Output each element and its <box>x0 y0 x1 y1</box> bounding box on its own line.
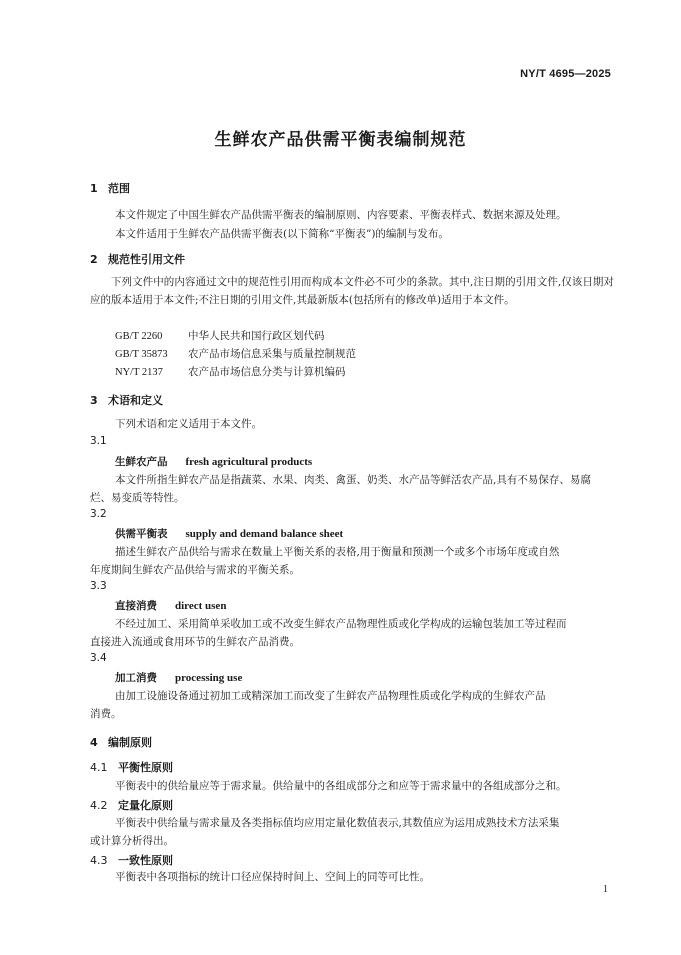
subclause-number: 4.2 <box>90 799 108 812</box>
term-english: supply and demand balance sheet <box>185 528 344 540</box>
document-title: 生鲜农产品供需平衡表编制规范 <box>214 130 467 150</box>
clause-number: 3.2 <box>90 508 107 520</box>
section-number: 2 <box>90 253 98 266</box>
reference-code: GB/T 35873 <box>115 349 168 360</box>
term-chinese: 生鲜农产品 <box>115 456 168 468</box>
term-chinese: 加工消费 <box>115 672 157 684</box>
term-english: processing use <box>175 672 243 684</box>
definition-line: 年度期间生鲜农产品供给与需求的平衡关系。 <box>90 564 300 576</box>
paragraph: 平衡表中供给量与需求量及各类指标值均应用定量化数值表示,其数值应为运用成熟技术方法采集 <box>115 817 560 829</box>
reference-name: 农产品市场信息分类与计算机编码 <box>188 366 346 378</box>
page-number: 1 <box>603 884 608 895</box>
term-chinese: 供需平衡表 <box>115 528 168 540</box>
paragraph: 本文件规定了中国生鲜农产品供需平衡表的编制原则、内容要素、平衡表样式、数据来源及处理。 <box>115 209 567 221</box>
term-entry <box>115 526 343 541</box>
section-title: 编制原则 <box>108 736 152 749</box>
term-english: direct usen <box>175 600 227 612</box>
definition-line: 消费。 <box>90 708 122 720</box>
definition-line: 描述生鲜农产品供给与需求在数量上平衡关系的表格,用于衡量和预测一个或多个市场年度或自然 <box>115 546 560 558</box>
section-1-heading <box>90 180 130 196</box>
term-entry <box>115 598 226 613</box>
subclause-number: 4.3 <box>90 854 108 867</box>
subclause-heading <box>90 759 173 775</box>
subclause-number: 4.1 <box>90 761 108 774</box>
paragraph: 本文件适用于生鲜农产品供需平衡表(以下简称“平衡表”)的编制与发布。 <box>115 228 449 240</box>
section-number: 4 <box>90 736 98 749</box>
reference-name: 中华人民共和国行政区划代码 <box>188 330 325 342</box>
reference-item <box>115 346 356 361</box>
paragraph-continuation: 或计算分析得出。 <box>90 835 174 847</box>
definition-line: 不经过加工、采用简单采收加工或不改变生鲜农产品物理性质或化学构成的运输包装加工等过程而 <box>115 618 567 630</box>
section-title: 术语和定义 <box>108 394 163 407</box>
reference-name: 农产品市场信息采集与质量控制规范 <box>188 348 356 360</box>
definition-line: 由加工设施设备通过初加工或精深加工而改变了生鲜农产品物理性质或化学构成的生鲜农产品 <box>115 690 546 702</box>
section-number: 1 <box>90 182 98 195</box>
clause-number: 3.1 <box>90 435 107 447</box>
section-title: 范围 <box>108 182 130 195</box>
term-entry <box>115 454 312 469</box>
paragraph: 平衡表中的供给量应等于需求量。供给量中的各组成部分之和应等于需求量中的各组成部分之和。 <box>115 780 567 792</box>
paragraph: 下列文件中的内容通过文中的规范性引用而构成本文件必不可少的条款。其中,注日期的引用文件,仅该日期对应的版本适用于本文件;不注日期的引用文件,其最新版本(包括所有的修改单)适用于本文件。 <box>90 276 614 306</box>
paragraph: 平衡表中各项指标的统计口径应保持时间上、空间上的同等可比性。 <box>115 871 430 883</box>
section-3-heading <box>90 392 163 408</box>
section-title: 规范性引用文件 <box>108 253 185 266</box>
reference-code: GB/T 2260 <box>115 331 163 342</box>
definition-line: 本文件所指生鲜农产品是指蔬菜、水果、肉类、禽蛋、奶类、水产品等鲜活农产品,具有不易保存、易腐 <box>115 474 591 486</box>
term-entry <box>115 670 242 685</box>
section-4-heading <box>90 734 152 750</box>
reference-item <box>115 328 325 343</box>
subclause-heading <box>90 852 173 868</box>
clause-number: 3.3 <box>90 580 107 592</box>
subclause-heading <box>90 797 173 813</box>
term-chinese: 直接消费 <box>115 600 157 612</box>
subclause-title: 平衡性原则 <box>118 761 173 774</box>
term-english: fresh agricultural products <box>185 456 313 468</box>
definition-line: 直接进入流通或食用环节的生鲜农产品消费。 <box>90 636 300 648</box>
paragraph: 下列术语和定义适用于本文件。 <box>115 418 262 430</box>
reference-item <box>115 364 346 379</box>
subclause-title: 一致性原则 <box>118 854 173 867</box>
section-number: 3 <box>90 394 98 407</box>
standard-number: NY/T 4695—2025 <box>520 68 611 80</box>
reference-code: NY/T 2137 <box>115 367 163 378</box>
definition-line: 烂、易变质等特性。 <box>90 492 185 504</box>
clause-number: 3.4 <box>90 652 107 664</box>
subclause-title: 定量化原则 <box>118 799 173 812</box>
section-2-heading <box>90 251 185 267</box>
